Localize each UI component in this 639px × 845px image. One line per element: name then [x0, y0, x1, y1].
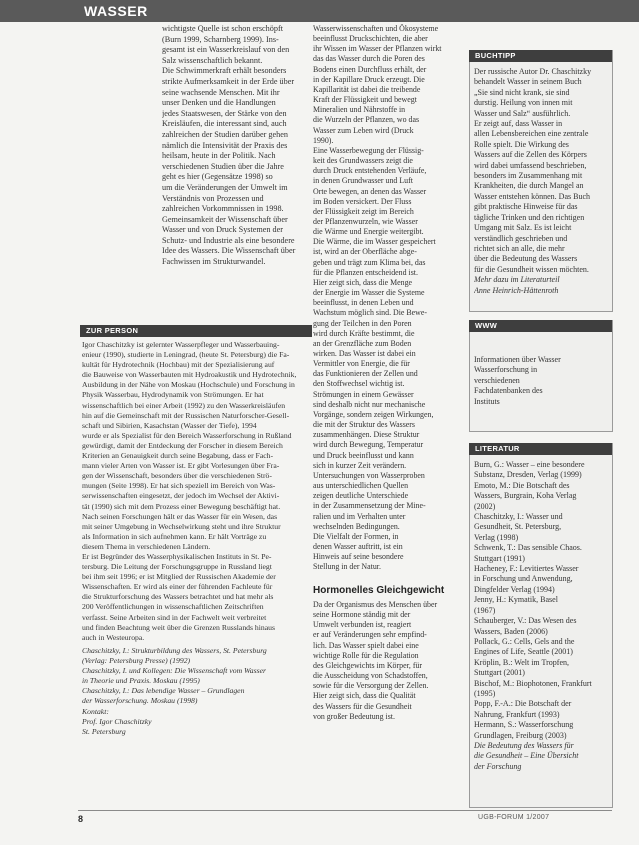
text-line: für die Pflanzen entscheidend ist. — [313, 267, 418, 277]
text-line: das das Wasser durch die Poren des — [313, 54, 425, 64]
text-line: durch Druck entstehenden Verläufe, — [313, 166, 427, 176]
literature-line: Hacheney, F.: Levitiertes Wasser — [474, 564, 579, 574]
text-line: keit des Grundwassers zeigt die — [313, 156, 413, 166]
text-line: Stellung in der Natur. — [313, 562, 381, 572]
literature-line: Substanz, Dresden, Verlag (1999) — [474, 470, 582, 480]
reference-line: (Verlag: Petersburg Presse) (1992) — [82, 656, 191, 666]
text-line: an der Grenzfläche zum Boden — [313, 338, 412, 348]
text-line: strikte Aufmerksamkeit in der Erde über — [162, 76, 295, 86]
www-text-line: Informationen über Wasser — [474, 355, 561, 364]
literature-line: Stuttgart (2001) — [474, 668, 525, 678]
text-line: Salz wissenschaftlich bekannt. — [162, 55, 263, 65]
text-line: seine wachsende Menschen. Mit ihr — [162, 87, 280, 97]
reference-line: St. Petersburg — [82, 726, 126, 736]
text-line: zahlreichen der Studien darüber gehen — [162, 129, 288, 139]
person-text-line: wissenschaftlich bei einer Arbeit (1992) zu den Wasserkreisläufen — [82, 400, 286, 410]
text-line: Mineralien und Nährstoffe in — [313, 105, 406, 115]
tip-text-line: Wasser und Salz“ ausführlich. — [474, 108, 571, 118]
literature-line: Hermann, S.: Wasserforschung — [474, 720, 574, 730]
text-line: 1990). — [313, 135, 334, 145]
text-line: die Wärme und Energie weitergibt. — [313, 227, 424, 237]
tip-text-line: über die Bedeutung des Wassers — [474, 254, 578, 264]
text-line: Hinweis auf seine besondere — [313, 552, 404, 562]
text-line: Umwelt verbunden ist, reagiert — [313, 620, 412, 630]
text-line: und Druck beeinflusst und kann — [313, 450, 414, 460]
person-text-line: enieur (1990), studierte in Leningrad, (heute St. Petersburg) die Fa- — [82, 350, 290, 360]
person-text-line: tersburg. Die Leitung der Forschungsgruppe in Russland liegt — [82, 562, 272, 572]
text-line: wirken. Das Wasser ist dabei ein — [313, 349, 416, 358]
text-line: denen Wasser auftritt, ist ein — [313, 541, 403, 551]
text-line: Vorgänge, sondern zeigen Wirkungen, — [313, 409, 434, 419]
text-line: Wasser zum Leben wird (Druck — [313, 125, 414, 135]
text-line: aus unterschiedlichen Quellen — [313, 481, 409, 491]
text-line: Kraft der Flüssigkeit und bewegt — [313, 95, 417, 105]
text-line: das Funktionieren der Zellen und — [313, 369, 418, 379]
tip-text-line: Mehr dazu im Literaturteil — [474, 275, 560, 285]
reference-line: Chaschitzky, I.: Strukturbildung des Wassers, St. Petersburg — [82, 646, 267, 655]
text-line: wird durch Kräfte bestimmt, die — [313, 328, 415, 338]
text-line: jedes Staatswesen, der Stärke von den — [162, 108, 287, 118]
person-text-line: wurde er als Spezialist für den Bereich Wasserforschung in Rußland — [82, 430, 292, 440]
person-text-line: die Strukturforschung des Wassers betrachtet und hat mehr als — [82, 592, 274, 602]
text-line: Da der Organismus des Menschen über — [313, 600, 438, 609]
literature-line: Dingfelder Verlag (1994) — [474, 584, 555, 594]
literature-line: Chaschitzky, I.: Wasser und — [474, 512, 563, 522]
text-line: Hier zeigt sich, dass die Menge — [313, 277, 413, 287]
text-line: von großer Bedeutung ist. — [313, 711, 395, 721]
text-line: Orte bewegen, an denen das Wasser — [313, 186, 427, 196]
literature-line: Jenny, H.: Kymatik, Basel — [474, 595, 558, 605]
tip-text-line: Krankheiten, die durch Mangel an — [474, 181, 584, 191]
text-line: Fachwissen im Strukturwandel. — [162, 257, 266, 267]
person-text-line: Igor Chaschitzky ist gelernter Wasserpfleger und Wasserbauing- — [82, 340, 280, 349]
tip-text-line: Rolle spielt. Die Wirkung des — [474, 139, 569, 149]
tip-text-line: Er zeigt auf, dass Wasser in — [474, 119, 563, 129]
person-text-line: bei ihm seit 1996; er ist Mitglied der Russischen Akademie der — [82, 572, 276, 582]
literature-line: Nahrung, Frankfurt (1993) — [474, 709, 560, 719]
person-text-line: hin auf die Gemeinschaft mit der Russischen Naturforscher-Gesell- — [82, 410, 290, 420]
literature-line: Schauberger, V.: Das Wesen des — [474, 616, 577, 626]
text-line: lich. Das Wasser spielt dabei eine — [313, 640, 419, 650]
tip-text-line: durstig. Heilung von innen mit — [474, 98, 573, 108]
text-line: sich in kurzer Zeit verändern. — [313, 460, 407, 470]
tip-text-line: für die Gesundheit wissen möchten. — [474, 264, 589, 274]
tip-text-line: wird dabei umfassend beschrieben, — [474, 160, 587, 170]
tip-text-line: Wasser entstehen können. Das Buch — [474, 191, 590, 201]
text-line: geben und trägt zum Klima bei, das — [313, 257, 426, 267]
tip-text-line: allen Lebensbereichen eine zentrale — [474, 129, 589, 139]
person-text-line: Kriterien an Genauigkeit durch seine Begabung, dass er Fach- — [82, 451, 274, 461]
text-line: die Ausscheidung von Schadstoffen, — [313, 671, 428, 681]
text-line: Die Wärme, die im Wasser gespeichert — [313, 237, 436, 247]
person-text-line: Ausbildung in der Nähe von Moskau (Hochschule) und Forschung in — [82, 380, 295, 390]
literature-line: Kröplin, B.: Welt im Tropfen, — [474, 657, 569, 667]
text-line: der Flüssigkeit zeigt im Bereich — [313, 206, 414, 216]
tip-text-line: Wassers auf die Zellen des Körpers — [474, 150, 587, 160]
text-line: Die Schwimmerkraft erhält besonders — [162, 66, 287, 76]
text-line: beeinflusst, in denen Leben und — [313, 298, 414, 308]
person-text-line: gewürdigt, damit der Entdeckung der Forscher in diesem Bereich — [82, 440, 283, 450]
literature-line: Bischof, M.: Biophotonen, Frankfurt — [474, 678, 592, 688]
section-subheading: Hormonelles Gleichgewicht — [313, 585, 445, 596]
literature-line: Wassers, Baden (2006) — [474, 626, 548, 636]
text-line: in der Kapillare Druck erzeugt. Die — [313, 74, 425, 84]
literature-line: (2002) — [474, 501, 496, 511]
literature-line: Engines of Life, Seattle (2001) — [474, 647, 573, 657]
header-bar — [0, 0, 639, 22]
literature-line: Stuttgart (1991) — [474, 553, 525, 563]
text-line: heilsam, heute in der Politik. Nach — [162, 151, 276, 161]
text-line: wichtige Rolle für die Regulation — [313, 650, 419, 660]
person-text-line: auch in Westeuropa. — [82, 632, 145, 642]
text-line: Idee des Wassers. Die Wissenschaft über — [162, 246, 296, 256]
literature-line: Verlag (1998) — [474, 532, 519, 542]
www-text — [474, 355, 608, 407]
text-line: im Boden versickert. Der Fluss — [313, 196, 412, 206]
text-line: Hier zeigt sich, dass die Qualität — [313, 691, 416, 701]
reference-line: Chaschitzky, I. und Kollegen: Die Wissenschaft vom Wasser — [82, 666, 266, 676]
text-line: Eine Wasserbewegung der Flüssig- — [313, 145, 424, 155]
person-text-line: diesem Thema in verschiedenen Ländern. — [82, 541, 211, 551]
text-line: verschiedenen Studien über die Jahre — [162, 161, 284, 171]
person-text-line: mit seiner Umgebung in Wechselwirkung steht und ihre Struktur — [82, 521, 281, 531]
literature-line: die Gesundheit – Eine Übersicht — [474, 751, 579, 761]
text-line: Strömungen in einem Gewässer — [313, 389, 414, 399]
col2-text — [313, 24, 459, 572]
text-line: Verständnis von Prozessen und — [162, 193, 264, 203]
tip-text-line: Anne Heinrich-Hättenroth — [474, 285, 559, 295]
text-line: beeinflusst Druckschichten, die aber — [313, 34, 428, 44]
text-line: Bodens einen Durchfluss erhält, der — [313, 64, 427, 74]
person-references — [82, 646, 308, 737]
text-line: sowie für die Versorgung der Zellen. — [313, 681, 429, 691]
person-text-line: Wissenschaften. Er wird als einer der führenden Fachleute für — [82, 582, 273, 592]
tip-text-line: gibt praktische Hinweise für das — [474, 202, 578, 212]
text-line: Kapillarität ist dabei die treibende — [313, 84, 421, 94]
page-number: 8 — [78, 814, 84, 824]
text-line: in der Zusammensetzung der Mine- — [313, 501, 426, 511]
text-line: den Stoffwechsel wichtig ist. — [313, 379, 405, 389]
literature-line: Schwenk, T.: Das sensible Chaos. — [474, 543, 582, 553]
text-line: Die Vielfalt der Formen, in — [313, 531, 399, 541]
text-line: Wasser und von Druck Systemen der — [162, 225, 283, 235]
www-text-line: verschiedenen — [474, 375, 520, 385]
text-line: Wasserwissenschaften und Ökosysteme — [313, 24, 439, 33]
text-line: gesamt ist ein Wasserkreislauf von den — [162, 45, 290, 55]
col2-bottom-text — [313, 600, 459, 722]
reference-line: Chaschitzky, I.: Das lebendige Wasser – Grundlagen — [82, 686, 245, 696]
tip-text-line: Der russische Autor Dr. Chaschitzky — [474, 67, 592, 76]
person-text-line: Nach seinen Forschungen hält er das Wasser für ein Wesen, das — [82, 511, 278, 521]
text-line: zusammenhängen. Diese Struktur — [313, 430, 420, 440]
text-line: wichtigste Quelle ist schon erschöpft — [162, 24, 283, 33]
literature-line: Gesundheit, St. Petersburg, — [474, 522, 562, 532]
tip-text-line: verständlich geschrieben und — [474, 233, 568, 243]
person-text-line: tät (1990) sich mit dem Prozess einer Bewegung beschäftigt hat. — [82, 501, 281, 511]
literature-line: in Forschung und Anwendung, — [474, 574, 573, 584]
literature-line: Burn, G.: Wasser – eine besondere — [474, 460, 585, 469]
person-text-line: mann vieler Arten von Wasser ist. Er gibt Vorlesungen über Fra- — [82, 461, 280, 471]
text-line: die mit der Struktur des Wassers — [313, 420, 415, 430]
text-line: Kreisläufen, die interessant sind, auch — [162, 119, 287, 129]
literature-line: der Forschung — [474, 761, 522, 771]
reference-line: Kontakt: — [82, 706, 109, 716]
literature-text — [474, 460, 608, 772]
reference-line: in Theorie und Praxis. Moskau (1995) — [82, 676, 200, 686]
www-text-line: Instituts — [474, 396, 500, 406]
reference-line: der Wasserforschung. Moskau (1998) — [82, 696, 198, 706]
text-line: unser Denken und die Handlungen — [162, 98, 276, 108]
www-text-line: Wasserforschung in — [474, 365, 538, 375]
journal-footer: UGB-FORUM 1/2007 — [478, 814, 550, 821]
text-line: Gemeinsamkeit der Wissenschaft über — [162, 214, 288, 224]
text-line: er auf Veränderungen sehr empfind- — [313, 630, 427, 640]
text-line: des Gleichgewichts im Körper, für — [313, 660, 423, 670]
literature-line: Grundlagen, Freiburg (2003) — [474, 730, 567, 740]
person-text-line: mungen (Seite 1998). Er hat sich speziell im Bereich von Was- — [82, 481, 276, 491]
text-line: gung der Teilchen in den Poren — [313, 318, 412, 328]
literature-line: (1967) — [474, 605, 496, 615]
text-line: zeigen deutliche Unterschiede — [313, 491, 409, 501]
www-label: WWW — [469, 320, 612, 332]
text-line: um die Veränderungen der Umwelt im — [162, 182, 288, 192]
literature-line: Emoto, M.: Die Botschaft des — [474, 480, 570, 490]
literature-label: LITERATUR — [469, 443, 612, 455]
person-text-line: und finden Beachtung weit über die Grenzen Russlands hinaus — [82, 622, 275, 632]
person-text-line: kultät für Hydrotechnik (Hochbau) mit der Spezialisierung auf — [82, 360, 275, 370]
section-title: WASSER — [84, 3, 148, 19]
reference-line: Prof. Igor Chaschitzky — [82, 716, 152, 726]
person-text-line: serwissenschaften eingesetzt, der jedoch im Wechsel der Aktivi- — [82, 491, 280, 501]
text-line: ralien und im Verhalten unter — [313, 511, 406, 521]
tip-label: BUCHTIPP — [469, 50, 612, 62]
text-line: wechselnden Bedingungen. — [313, 521, 400, 531]
person-text-line: die Bauweise von Wasserbauten mit Hydroakustik und Hydrotechnik, — [82, 370, 297, 380]
person-text-line: Er ist Begründer des Wasserphysikalischen Instituts in St. Pe- — [82, 551, 272, 561]
tip-text-line: richtet sich an alle, die mehr — [474, 243, 565, 253]
literature-line: Pollack, G.: Cells, Gels and the — [474, 636, 575, 646]
text-line: wird durch Bewegung, Temperatur — [313, 440, 424, 450]
text-line: die Wurzeln der Pflanzen, wo das — [313, 115, 420, 125]
tip-text-line: „Sie sind nicht krank, sie sind — [474, 87, 570, 97]
text-line: ist, wird an der Oberfläche abge- — [313, 247, 417, 257]
person-text-line: schaft und Sibirien, Kasachstan (Wasser der Tiefe), 1994 — [82, 420, 257, 430]
text-line: nämlich die Intensivität der Praxis des — [162, 140, 288, 150]
col1-top-text — [162, 24, 304, 268]
literature-line: (1995) — [474, 688, 496, 698]
tip-text-line: tägliche Trinken und den richtigen — [474, 212, 585, 222]
person-text-line: als Information in sich aufnehmen kann. Er hält Vorträge zu — [82, 531, 267, 541]
literature-line: Wassers, Burgrain, Koha Verlag — [474, 491, 577, 501]
text-line: Wachstum möglich sind. Die Bewe- — [313, 308, 427, 318]
literature-line: Die Bedeutung des Wassers für — [474, 740, 574, 750]
tip-text — [474, 67, 608, 296]
text-line: der Energie im Wasser die Systeme — [313, 288, 425, 298]
text-line: seine Hormone ständig mit der — [313, 610, 411, 620]
text-line: des Wassers für die Gesundheit — [313, 701, 412, 711]
person-label: ZUR PERSON — [80, 325, 312, 337]
person-text-line: verfasst. Seine Arbeiten sind in der Fachwelt weit verbreitet — [82, 612, 267, 622]
text-line: sind deshalb nicht nur mechanische — [313, 399, 426, 409]
text-line: Untersuchungen von Wasserproben — [313, 470, 425, 480]
text-line: ihr Wissen im Wasser der Pflanzen wirkt — [313, 44, 442, 54]
www-text-line: Fachdatenbanken des — [474, 386, 543, 396]
person-text — [82, 340, 308, 643]
text-line: geht es hier (Gegensätze 1998) so — [162, 172, 273, 182]
text-line: der Pflanzenwurzeln, wie Wasser — [313, 216, 418, 226]
text-line: Vermittler von Energie, die für — [313, 359, 410, 369]
text-line: Schutz- und Industrie als eine besondere — [162, 235, 295, 245]
text-line: in denen Grundwasser und Luft — [313, 176, 413, 186]
tip-text-line: besonders im Zusammenhang mit — [474, 171, 583, 181]
footer-rule — [78, 810, 612, 811]
tip-text-line: behandelt Wasser in seinem Buch — [474, 77, 582, 87]
person-text-line: gen der Wissenschaft, besonders über die verschiedenen Strö- — [82, 471, 272, 481]
literature-line: Popp, F.-A.: Die Botschaft der — [474, 699, 572, 709]
tip-text-line: Umgang mit Salz. Es ist leicht — [474, 223, 572, 233]
person-text-line: 200 Veröffentlichungen in wissenschaftlichen Zeitschriften — [82, 602, 264, 612]
text-line: (Burn 1999, Scharnberg 1999). Ins- — [162, 34, 279, 44]
person-text-line: Physik Wasserbau, Hydrodynamik von Strömungen. Er hat — [82, 390, 264, 400]
text-line: zahlreichen Vorkommnissen in 1998. — [162, 204, 284, 214]
